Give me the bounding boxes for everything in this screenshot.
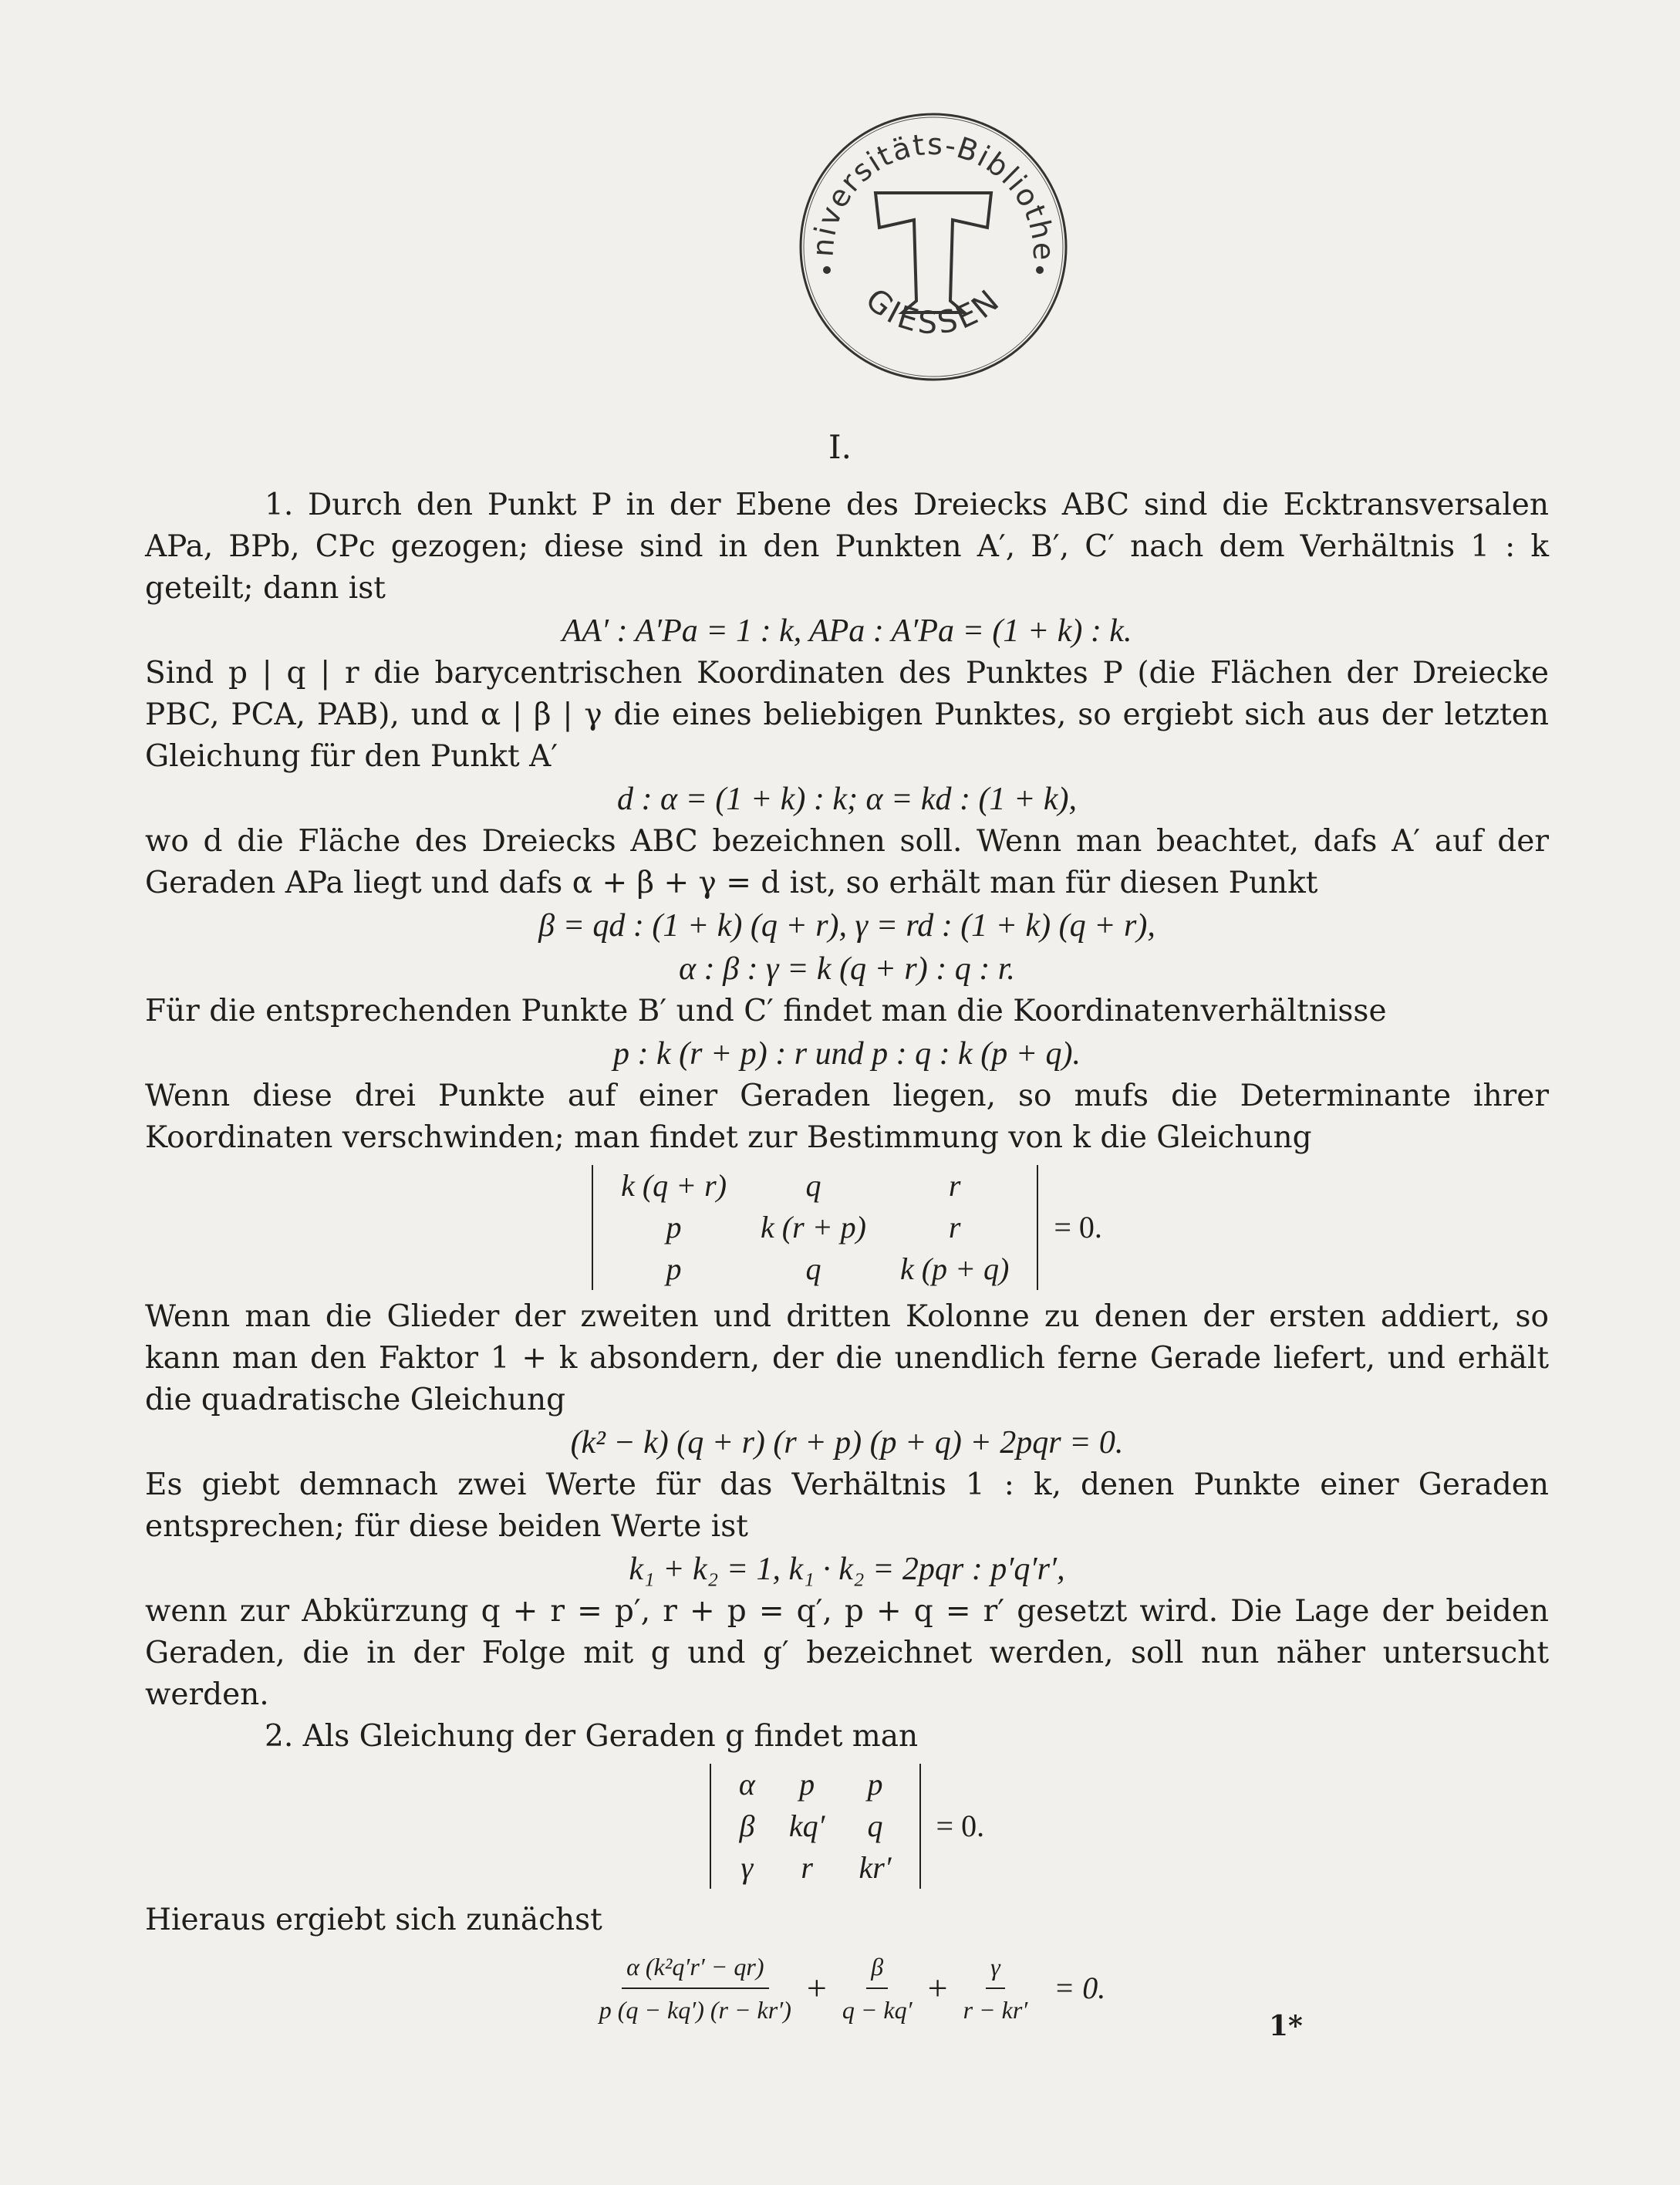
determinant-1 xyxy=(145,1165,1549,1290)
plus-sign: + xyxy=(927,1968,948,2008)
equation-4: p : k (r + p) : r und p : q : k (p + q). xyxy=(612,1036,1081,1072)
equation-2: d : α = (1 + k) : k; α = kd : (1 + k), xyxy=(617,782,1077,817)
page-number: 1* xyxy=(1269,2010,1303,2042)
det1-cell: r xyxy=(948,1168,961,1203)
det2-cell: kr′ xyxy=(859,1850,892,1885)
det2-cell: q xyxy=(867,1808,883,1843)
equation-1: AA′ : A′Pa = 1 : k, APa : A′Pa = (1 + k) : k. xyxy=(562,613,1132,649)
det2-cell: r xyxy=(801,1850,813,1885)
fraction-2-numerator: β xyxy=(866,1946,888,1989)
paragraph-7: Es giebt demnach zwei Werte für das Verhältnis 1 : k, denen Punkte einer Geraden entsprechen; für diese beiden Werte ist xyxy=(145,1467,1549,1544)
paragraph-10: Hieraus ergiebt sich zunächst xyxy=(145,1903,602,1937)
fraction-3 xyxy=(959,1946,1033,2031)
stamp-seal-icon xyxy=(779,93,1088,401)
equation-3a: β = qd : (1 + k) (q + r), γ = rd : (1 + k) (q + r), xyxy=(538,908,1155,944)
det1-cell: q xyxy=(805,1168,821,1203)
det2-cell: p xyxy=(799,1767,815,1802)
det2-cell: kq′ xyxy=(788,1808,825,1843)
det2-cell: β xyxy=(739,1808,755,1843)
plus-sign: + xyxy=(806,1968,827,2008)
paragraph-8: wenn zur Abkürzung q + r = p′, r + p = q′, p + q = r′ gesetzt wird. Die Lage der beiden Geraden, die in der Folge mit g und g′ bezeichnet werden, soll nun näher untersucht werden. xyxy=(145,1594,1549,1712)
fraction-1-numerator: α (k²q′r′ − qr) xyxy=(622,1946,768,1989)
det1-cell: k (r + p) xyxy=(761,1210,866,1244)
equation-7: k₁ + k₂ = 1, k₁ · k₂ = 2pqr : p′q′r′, xyxy=(629,1552,1065,1587)
paragraph-9: 2. Als Gleichung der Geraden g findet man xyxy=(265,1719,919,1754)
equation-6: (k² − k) (q + r) (r + p) (p + q) + 2pqr = 0. xyxy=(570,1425,1124,1461)
fraction-2 xyxy=(838,1946,917,2031)
det2-cell: p xyxy=(867,1767,883,1802)
det1-cell: p xyxy=(666,1210,682,1244)
fraction-2-denominator: q − kq′ xyxy=(842,1996,913,2024)
det2-rhs: = 0. xyxy=(936,1808,985,1843)
svg-text:Universitäts-Bibliothek: niversitäts-Bibliothe xyxy=(805,127,1061,262)
final-equation-rhs: = 0. xyxy=(1054,1971,1106,2005)
section-title: I. xyxy=(828,428,852,466)
fraction-3-numerator: γ xyxy=(986,1946,1005,1989)
determinant-2 xyxy=(145,1764,1549,1889)
det2-cell: γ xyxy=(740,1850,754,1885)
det1-cell: k (p + q) xyxy=(899,1251,1010,1286)
det1-cell: k (q + r) xyxy=(621,1168,727,1203)
library-stamp xyxy=(779,93,1088,401)
final-equation xyxy=(145,1946,1549,2031)
det1-cell: p xyxy=(666,1251,682,1286)
fraction-3-denominator: r − kr′ xyxy=(963,1996,1028,2024)
paragraph-3: wo d die Fläche des Dreiecks ABC bezeichnen soll. Wenn man beachtet, dafs A′ auf der Geraden APa liegt und dafs α + β + γ = d ist, so erhält man für diesen Punkt xyxy=(145,824,1549,900)
det2-cell: α xyxy=(738,1767,755,1802)
paragraph-1: 1. Durch den Punkt P in der Ebene des Dreiecks ABC sind die Ecktransversalen APa, BPb, CPc gezogen; diese sind in den Punkten A′, B′, C′ nach dem Verhältnis 1 : k geteilt; dann ist xyxy=(145,488,1549,606)
equation-3b: α : β : γ = k (q + r) : q : r. xyxy=(679,951,1015,987)
paragraph-4: Für die entsprechenden Punkte B′ und C′ findet man die Koordinatenverhältnisse xyxy=(145,994,1387,1028)
det1-cell: r xyxy=(948,1210,961,1244)
paragraph-5: Wenn diese drei Punkte auf einer Geraden liegen, so mufs die Determinante ihrer Koordinaten verschwinden; man findet zur Bestimmung von k die Gleichung xyxy=(145,1079,1549,1155)
svg-text:GIESSEN: GIESSEN xyxy=(859,282,1008,342)
paragraph-6: Wenn man die Glieder der zweiten und dritten Kolonne zu denen der ersten addiert, so kann man den Faktor 1 + k absondern, der die unendlich ferne Gerade liefert, und erhält die quadratische Gleichung xyxy=(145,1299,1549,1417)
body-text xyxy=(145,485,1549,2031)
det1-rhs: = 0. xyxy=(1054,1210,1102,1244)
fraction-1-denominator: p (q − kq′) (r − kr′) xyxy=(599,1996,791,2024)
paragraph-2: Sind p | q | r die barycentrischen Koordinaten des Punktes P (die Flächen der Dreiecke PBC, PCA, PAB), und α | β | γ die eines beliebigen Punktes, so ergiebt sich aus der letzten Gleichung für den Punkt A′ xyxy=(145,656,1549,774)
det1-cell: q xyxy=(805,1251,821,1286)
fraction-1 xyxy=(595,1946,796,2031)
